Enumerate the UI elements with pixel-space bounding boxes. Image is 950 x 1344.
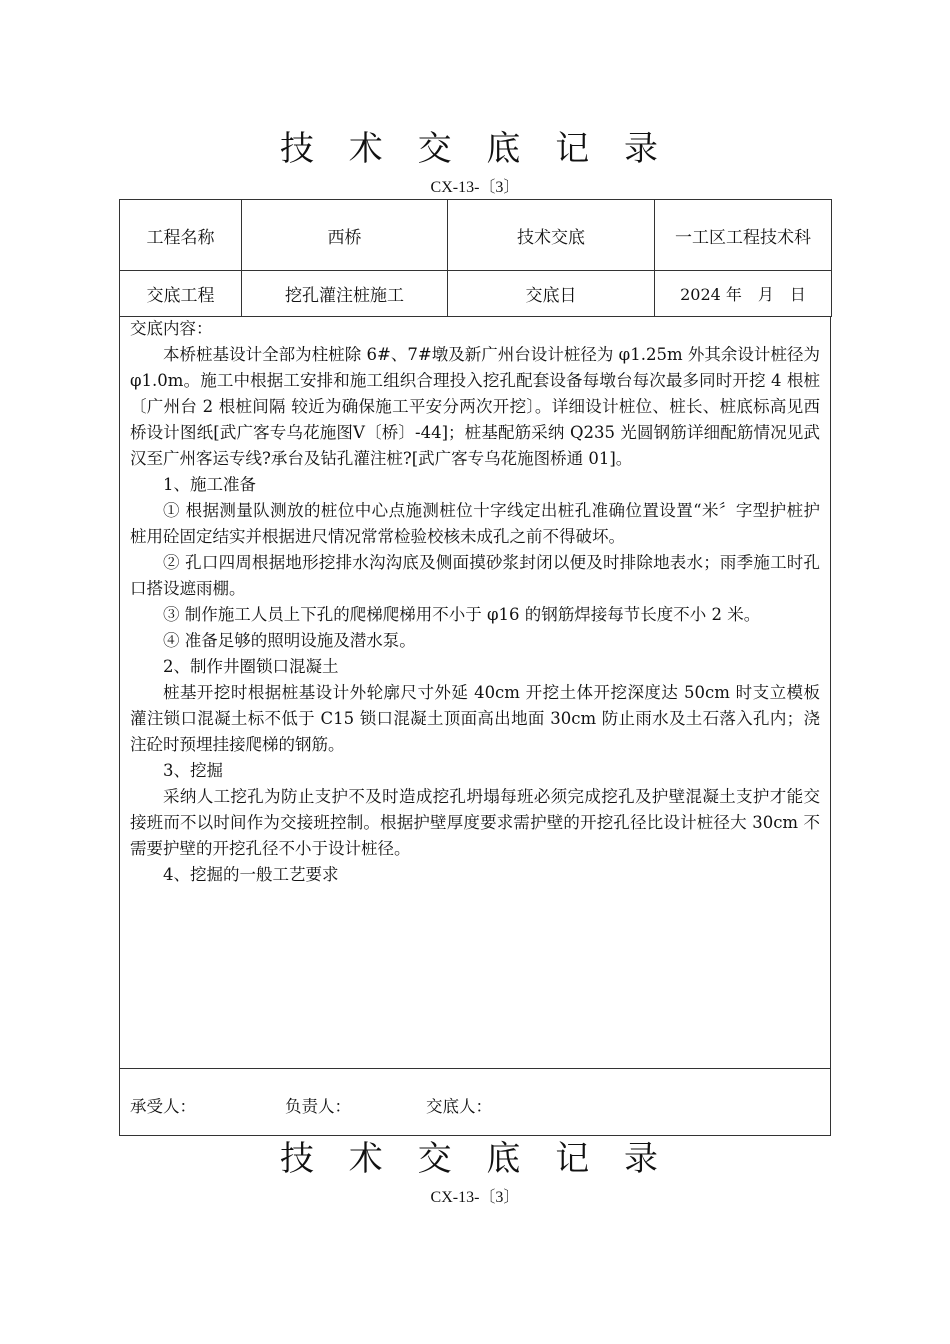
section-3-title: 3、挖掘 <box>163 761 223 780</box>
info-table <box>119 199 832 317</box>
section-1-item-1: ① 根据测量队测放的桩位中心点施测桩位十字线定出桩孔准确位置设置“米〞字型护桩护桩用砼固定结实并根据进尺情况常常检验校核未成孔之前不得破坏。 <box>130 501 820 546</box>
project-name-value: 西桥 <box>242 200 448 271</box>
section-1-item-2: ② 孔口四周根据地形挖排水沟沟底及侧面摸砂浆封闭以便及时排除地表水；雨季施工时孔口搭设遮雨棚。 <box>130 553 820 598</box>
content-label: 交底内容： <box>130 319 213 338</box>
form-code-repeat: CX-13-〔3〕 <box>430 1189 520 1206</box>
responsible-label: 负责人： <box>285 1097 351 1116</box>
section-1-item-4: ④ 准备足够的照明设施及潜水泵。 <box>163 631 416 650</box>
work-value: 挖孔灌注桩施工 <box>242 271 448 317</box>
project-name-label: 工程名称 <box>120 200 242 271</box>
form-code: CX-13-〔3〕 <box>430 179 520 196</box>
disclosure-label: 技术交底 <box>448 200 655 271</box>
page-title-repeat: 技 术 交 底 记 录 <box>279 1139 671 1179</box>
section-3-text: 采纳人工挖孔为防止支护不及时造成挖孔坍塌每班必须完成挖孔及护壁混凝土支护才能交接班而不以时间作为交接班控制。根据护壁厚度要求需护壁的开挖孔径比设计桩径大 30cm 不需要护壁的开挖孔径不小于设计桩径。 <box>130 787 820 858</box>
intro-paragraph: 本桥桩基设计全部为柱桩除 6#、7#墩及新广州台设计桩径为 φ1.25m 外其余设计桩径为 φ1.0m。施工中根据工安排和施工组织合理投入挖孔配套设备每墩台每次最多同时开挖 4 根桩〔广州台 2 根桩间隔 较近为确保施工平安分两次开挖〕。详细设计桩位、桩长、桩底标高见西桥设计图纸[武广客专乌花施图Ⅴ〔桥〕-44]；桩基配筋采纳 Q235 光圆钢筋详细配筋情况见武汉至广州客运专线?承台及钻孔灌注桩?[武广客专乌花施图桥通 01]。 <box>130 345 820 468</box>
date-label: 交底日 <box>448 271 655 317</box>
section-2-title: 2、制作井圈锁口混凝土 <box>163 657 339 676</box>
work-label: 交底工程 <box>120 271 242 317</box>
section-2-text: 桩基开挖时根据桩基设计外轮廓尺寸外延 40cm 开挖土体开挖深度达 50cm 时支立模板灌注锁口混凝土标不低于 C15 锁口混凝土顶面高出地面 30cm 防止雨水及土石落入孔内；浇注砼时预埋挂接爬梯的钢筋。 <box>130 683 820 754</box>
discloser-label: 交底人： <box>426 1097 492 1116</box>
content-box <box>119 316 831 1069</box>
page-title: 技 术 交 底 记 录 <box>279 129 671 169</box>
date-value: 2024 年 月 日 <box>655 271 832 317</box>
department-value: 一工区工程技术科 <box>655 200 832 271</box>
section-4-title: 4、挖掘的一般工艺要求 <box>163 865 339 884</box>
receiver-label: 承受人： <box>130 1097 196 1116</box>
section-1-item-3: ③ 制作施工人员上下孔的爬梯爬梯用不小于 φ16 的钢筋焊接每节长度不小 2 米。 <box>163 605 761 624</box>
section-1-title: 1、施工准备 <box>163 475 256 494</box>
signature-row <box>119 1068 831 1136</box>
